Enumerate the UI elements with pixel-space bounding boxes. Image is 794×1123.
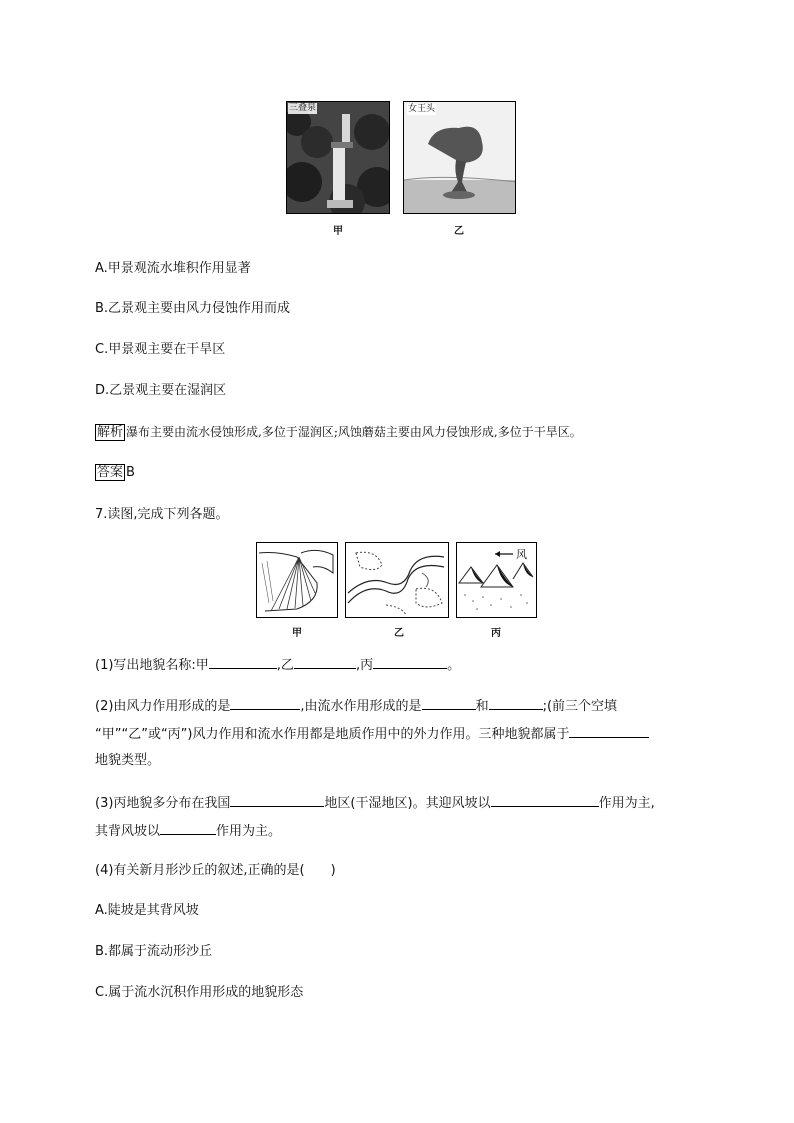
- analysis-line: [95, 423, 582, 442]
- caption-yi: 乙: [454, 226, 464, 237]
- landform-sketch-yi: [345, 542, 449, 618]
- q7-sub3-line1: [95, 793, 655, 813]
- q7-sub3-text-a: (3)丙地貌多分布在我国: [95, 796, 231, 811]
- photo-label-right: 女王头: [408, 104, 436, 114]
- q6-option-a: A.甲景观流水堆积作用显著: [95, 261, 251, 276]
- caption-q7-yi: 乙: [394, 628, 404, 639]
- q7-sub3-line2: [95, 821, 281, 841]
- blank-leeward[interactable]: [160, 821, 216, 835]
- q7-sub1: [95, 655, 460, 675]
- q7-option-b: B.都属于流动形沙丘: [95, 944, 213, 959]
- q7-sub3-text-e: 作用为主。: [216, 824, 282, 839]
- blank-wind-formed[interactable]: [230, 696, 300, 710]
- wind-label: 风: [516, 548, 527, 561]
- mushroom-rock-photo: [403, 101, 516, 214]
- q7-sub2-text-d: ;(前三个空填: [542, 699, 618, 714]
- photo-label-left: 三叠泉: [289, 103, 317, 113]
- blank-landform-type[interactable]: [569, 724, 649, 738]
- blank-yi-name[interactable]: [294, 655, 356, 669]
- q7-sub2-line1: [95, 696, 617, 716]
- q7-sub1-text-b: ,乙: [276, 658, 294, 673]
- blank-water-formed-2[interactable]: [489, 696, 543, 710]
- analysis-text: 瀑布主要由流水侵蚀形成,多位于湿润区;风蚀蘑菇主要由风力侵蚀形成,多位于干旱区。: [126, 425, 582, 439]
- q7-sub4-stem: (4)有关新月形沙丘的叙述,正确的是( ): [95, 863, 336, 878]
- blank-windward[interactable]: [491, 793, 599, 807]
- q7-sub2-line2: [95, 724, 649, 744]
- q7-sub3-text-c: 作用为主,: [598, 796, 655, 811]
- q7-sub3-text-d: 其背风坡以: [95, 824, 161, 839]
- q7-sub2-text-b: ,由流水作用形成的是: [300, 699, 422, 714]
- q7-sub2-text-e: “甲”“乙”或“丙”)风力作用和流水作用都是地质作用中的外力作用。三种地貌都属于: [95, 727, 570, 742]
- caption-jia: 甲: [333, 226, 343, 237]
- q6-option-d: D.乙景观主要在湿润区: [95, 383, 227, 398]
- analysis-tag: 解析: [97, 425, 124, 440]
- q6-option-b: B.乙景观主要由风力侵蚀作用而成: [95, 301, 291, 316]
- answer-tag: 答案: [97, 465, 124, 480]
- q6-option-c: C.甲景观主要在干旱区: [95, 342, 226, 357]
- q7-sub1-text-d: 。: [447, 658, 461, 673]
- blank-water-formed-1[interactable]: [422, 696, 476, 710]
- caption-q7-bing: 丙: [491, 628, 501, 639]
- q7-sub2-text-a: (2)由风力作用形成的是: [95, 699, 231, 714]
- caption-q7-jia: 甲: [292, 628, 302, 639]
- landform-sketch-bing: [456, 542, 537, 618]
- q7-stem: 7.读图,完成下列各题。: [95, 507, 229, 522]
- blank-bing-name[interactable]: [373, 655, 447, 669]
- q7-sub2-text-c: 和: [475, 699, 489, 714]
- q7-sub2-line3: 地貌类型。: [95, 753, 161, 768]
- landform-sketch-jia: [256, 542, 338, 618]
- blank-jia-name[interactable]: [209, 655, 277, 669]
- answer-line: [95, 464, 135, 482]
- q7-sub3-text-b: 地区(干湿地区)。其迎风坡以: [324, 796, 491, 811]
- answer-value: B: [126, 465, 135, 480]
- q7-option-c: C.属于流水沉积作用形成的地貌形态: [95, 985, 304, 1000]
- q7-sub1-text-a: (1)写出地貌名称:甲: [95, 658, 209, 673]
- blank-region[interactable]: [230, 793, 324, 807]
- q7-sub1-text-c: ,丙: [355, 658, 374, 673]
- q7-option-a: A.陡坡是其背风坡: [95, 903, 199, 918]
- waterfall-photo: [286, 101, 390, 214]
